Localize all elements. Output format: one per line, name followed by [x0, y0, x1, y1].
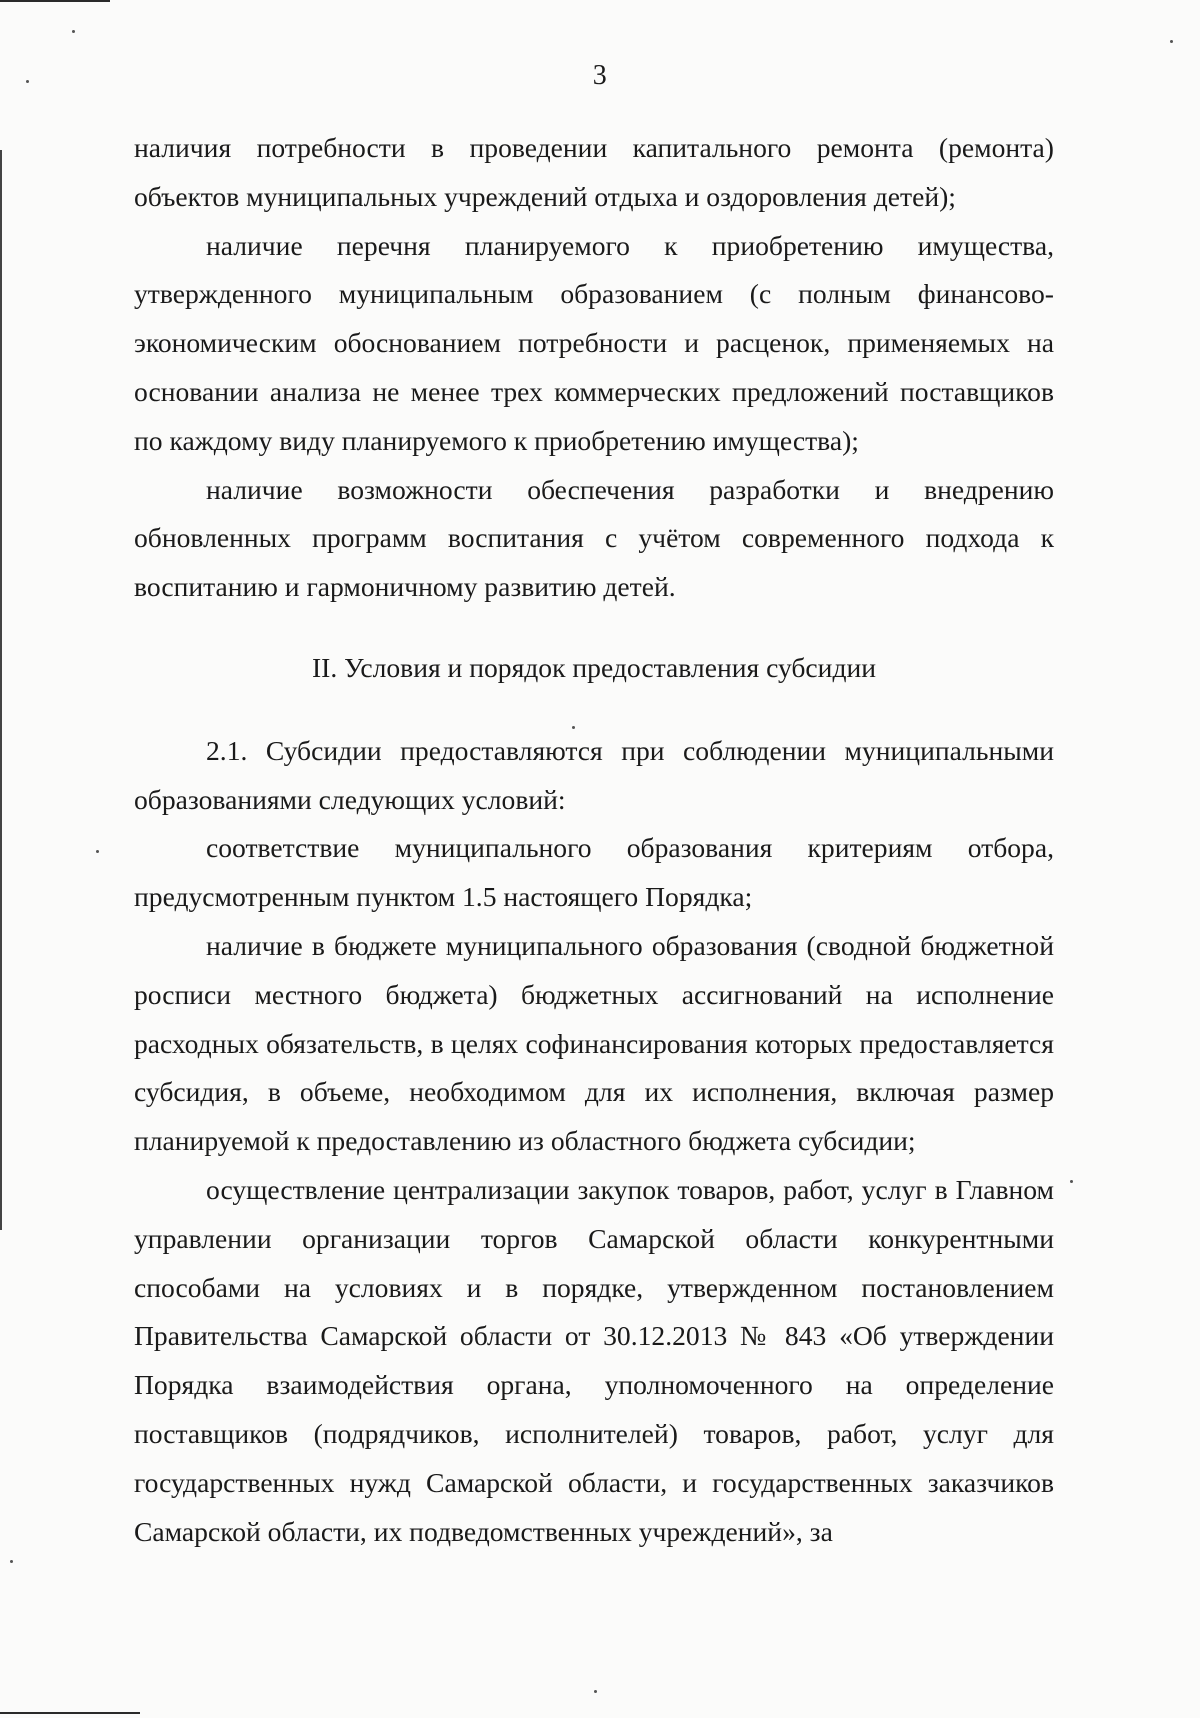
scan-speck [594, 1690, 597, 1693]
page-number: 3 [592, 60, 608, 91]
paragraph: наличия потребности в проведении капитального ремонта (ремонта) объектов муниципальных учреждений отдыха и оздоровления детей); [134, 132, 1054, 212]
document-body [134, 124, 1054, 1556]
scan-edge-mark-top [0, 0, 110, 2]
scan-speck [96, 850, 99, 853]
scan-edge-mark-left [0, 150, 2, 1230]
paragraph: 2.1. Субсидии предоставляются при соблюдении муниципальными образованиями следующих условий: [134, 734, 1054, 815]
paragraph: осуществление централизации закупок товаров, работ, услуг в Главном управлении организации торгов Самарской области конкурентными способами на условиях и в порядке, утвержденном постановлением Правительства Самарской области от 30.12.2013 № 843 «Об утверждении Порядка взаимодействия органа, уполномоченного на определение поставщиков (подрядчиков, исполнителей) товаров, работ, услуг для государственных нужд Самарской области, и государственных заказчиков Самарской области, их подведомственных учреждений», за [134, 1173, 1054, 1547]
paragraph: наличие возможности обеспечения разработки и внедрению обновленных программ воспитания с учётом современного подхода к воспитанию и гармоничному развитию детей. [134, 473, 1054, 603]
scan-speck [72, 30, 75, 33]
paragraph: наличие в бюджете муниципального образования (сводной бюджетной росписи местного бюджета) бюджетных ассигнований на исполнение расходных обязательств, в целях софинансирования которых предоставляется субсидия, в объеме, необходимом для их исполнения, включая размер планируемой к предоставлению из областного бюджета субсидии; [134, 929, 1054, 1157]
section-heading: II. Условия и порядок предоставления субсидии [311, 651, 877, 683]
paragraph: наличие перечня планируемого к приобретению имущества, утвержденного муниципальным образованием (с полным финансово-экономическим обоснованием потребности и расценок, применяемых на основании анализа не менее трех коммерческих предложений поставщиков по каждому виду планируемого к приобретению имущества); [134, 229, 1054, 456]
scan-edge-mark-bottom [0, 1712, 140, 1714]
paragraph: соответствие муниципального образования критериям отбора, предусмотренным пунктом 1.5 настоящего Порядка; [134, 832, 1054, 913]
scan-speck [10, 1560, 13, 1563]
scan-speck [1070, 1180, 1073, 1183]
scan-speck [1170, 40, 1173, 43]
